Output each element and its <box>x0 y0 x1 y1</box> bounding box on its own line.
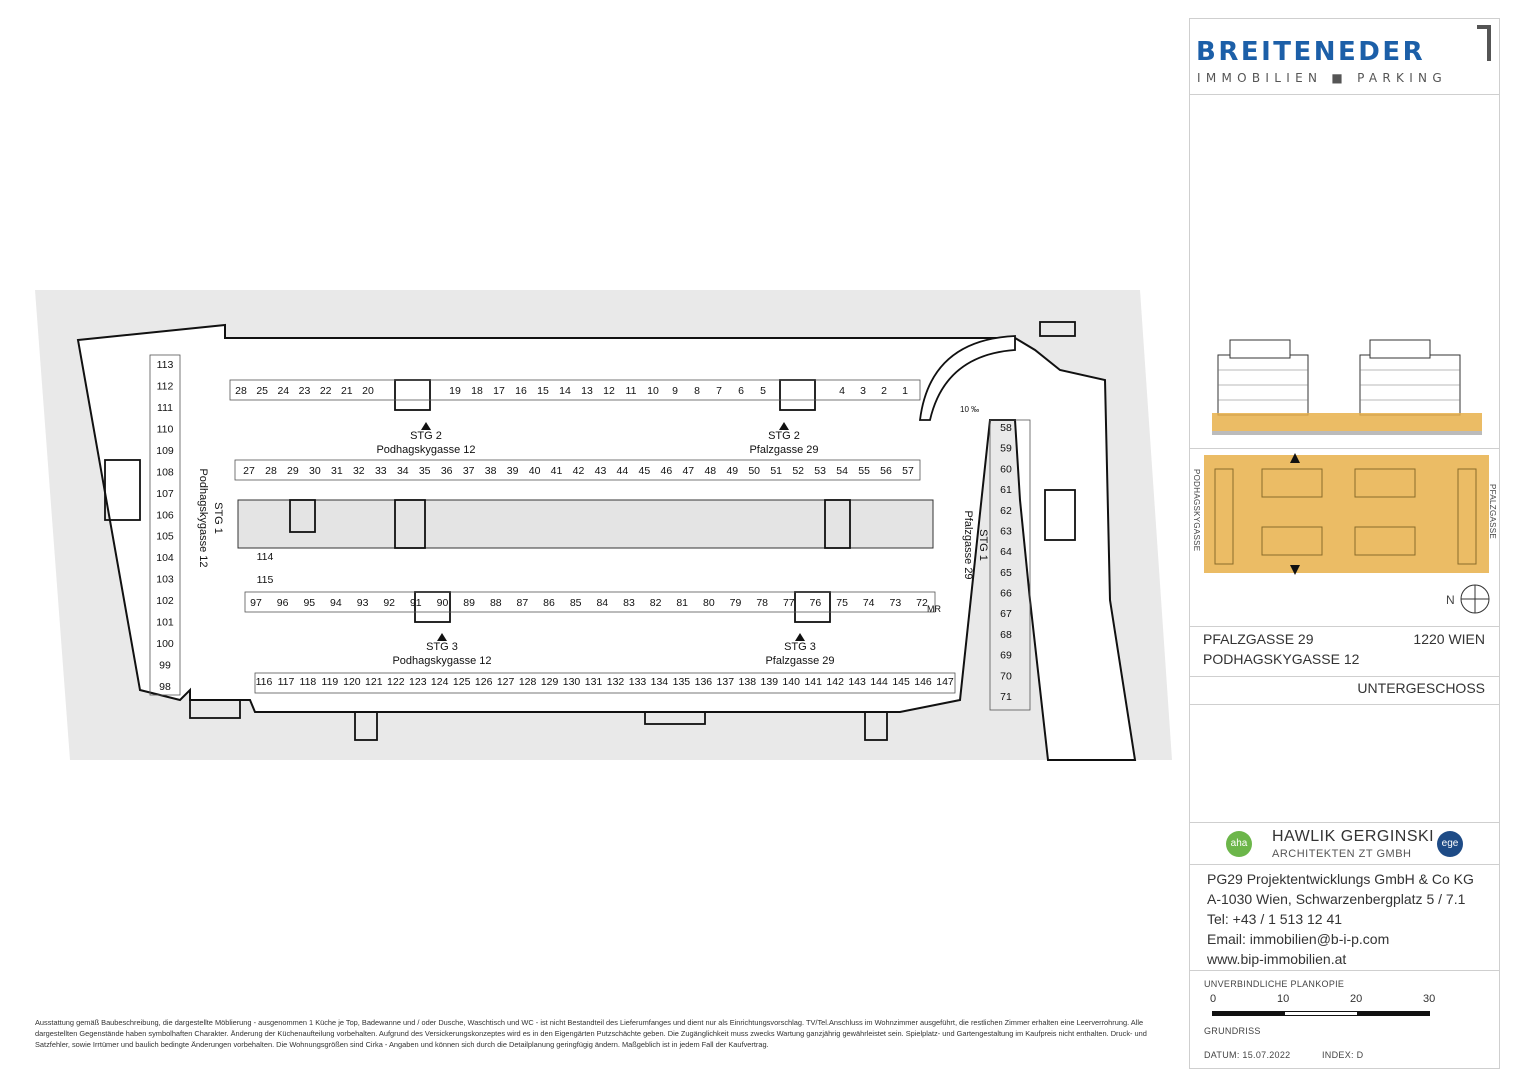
parking-spot-4: 4 <box>839 385 845 397</box>
stg1-left-street: Podhagskygasse 12 <box>197 468 209 568</box>
parking-spot-104: 104 <box>156 552 174 565</box>
parking-spot-49: 49 <box>726 465 739 477</box>
parking-spot-90: 90 <box>436 597 449 609</box>
parking-spot-125: 125 <box>452 676 471 688</box>
parking-spot-10: 10 <box>647 385 659 397</box>
parking-spot-99: 99 <box>159 659 171 672</box>
scale-tick-10: 10 <box>1277 993 1290 1005</box>
parking-spot-114: 114 <box>256 551 274 563</box>
elevation-section <box>1190 95 1499 449</box>
parking-spot-127: 127 <box>496 676 515 688</box>
parking-spot-18: 18 <box>471 385 483 397</box>
parking-spot-134: 134 <box>650 676 669 688</box>
parking-spot-120: 120 <box>343 676 361 688</box>
parking-spot-47: 47 <box>682 465 695 477</box>
parking-spot-3: 3 <box>860 385 866 397</box>
parking-spot-43: 43 <box>594 465 607 477</box>
parking-spot-72: 72 <box>916 597 928 609</box>
address-line-1: PFALZGASSE 29 <box>1203 631 1314 647</box>
parking-spot-106: 106 <box>156 509 174 522</box>
parking-spot-14: 14 <box>559 385 571 397</box>
stg3-left-label: STG 3 <box>426 641 458 653</box>
parking-spot-98: 98 <box>159 681 171 693</box>
client-section <box>1190 865 1499 971</box>
parking-spot-58: 58 <box>1000 422 1012 434</box>
parking-spot-93: 93 <box>356 597 369 609</box>
parking-spot-144: 144 <box>870 676 888 688</box>
client-website: www.bip-immobilien.at <box>1207 951 1347 967</box>
parking-spot-11: 11 <box>625 385 637 397</box>
parking-spot-97: 97 <box>250 597 262 609</box>
level-section <box>1190 677 1499 705</box>
stg3-right-label: STG 3 <box>784 641 816 653</box>
parking-spot-105: 105 <box>156 530 174 543</box>
parking-spot-60: 60 <box>1000 463 1012 476</box>
parking-spot-112: 112 <box>156 380 174 393</box>
parking-spot-111: 111 <box>157 401 173 414</box>
parking-spot-70: 70 <box>1000 670 1012 683</box>
parking-spot-113: 113 <box>156 359 174 371</box>
parking-spot-138: 138 <box>738 676 757 688</box>
parking-spot-141: 141 <box>804 676 822 688</box>
parking-spot-142: 142 <box>826 676 844 688</box>
parking-spot-12: 12 <box>603 385 615 397</box>
architect-subtitle: ARCHITEKTEN ZT GMBH <box>1272 848 1412 860</box>
parking-spot-46: 46 <box>660 465 673 477</box>
parking-spot-74: 74 <box>862 597 875 609</box>
unverbindlich-label: UNVERBINDLICHE PLANKOPIE <box>1204 979 1345 989</box>
parking-spot-27: 27 <box>243 465 255 477</box>
parking-spot-34: 34 <box>396 465 409 477</box>
parking-spot-41: 41 <box>550 465 563 477</box>
mr-label: MR <box>927 604 941 614</box>
parking-spot-36: 36 <box>440 465 453 477</box>
parking-spot-116: 116 <box>255 676 273 688</box>
parking-spot-101: 101 <box>156 616 174 629</box>
parking-spot-83: 83 <box>623 597 635 609</box>
client-email: Email: immobilien@b-i-p.com <box>1207 931 1390 947</box>
parking-spot-13: 13 <box>581 385 593 397</box>
parking-spot-6: 6 <box>738 385 744 397</box>
parking-spot-73: 73 <box>889 597 902 609</box>
parking-spot-96: 96 <box>276 597 289 609</box>
parking-spot-147: 147 <box>936 676 954 688</box>
parking-spot-126: 126 <box>474 676 493 688</box>
parking-spot-124: 124 <box>430 676 449 688</box>
stg1-right-label: STG 1 <box>977 529 989 561</box>
stg2-right-street: Pfalzgasse 29 <box>749 444 819 456</box>
parking-spot-52: 52 <box>792 465 805 477</box>
parking-spot-123: 123 <box>409 676 427 688</box>
stg2-right-label: STG 2 <box>768 430 800 442</box>
client-phone: Tel: +43 / 1 513 12 41 <box>1207 911 1343 927</box>
parking-spot-94: 94 <box>330 597 342 609</box>
stg3-right-street: Pfalzgasse 29 <box>765 655 835 667</box>
site-left-label: PODHAGSKYGASSE <box>1192 469 1201 552</box>
parking-spot-108: 108 <box>156 466 174 479</box>
parking-spot-55: 55 <box>858 465 870 477</box>
parking-spot-51: 51 <box>770 465 783 477</box>
parking-spot-28: 28 <box>235 385 247 397</box>
parking-spot-67: 67 <box>1000 608 1012 621</box>
scale-section <box>1190 971 1499 1070</box>
parking-spot-143: 143 <box>848 676 866 688</box>
parking-spot-137: 137 <box>716 676 735 688</box>
parking-spot-22: 22 <box>319 385 332 397</box>
parking-spot-81: 81 <box>676 597 689 609</box>
parking-spot-24: 24 <box>277 385 290 397</box>
parking-spot-33: 33 <box>374 465 387 477</box>
parking-spot-102: 102 <box>156 595 174 608</box>
blank-section <box>1190 705 1499 823</box>
parking-spot-54: 54 <box>836 465 848 477</box>
parking-spot-31: 31 <box>331 465 343 477</box>
stg1-left-label: STG 1 <box>212 502 224 534</box>
parking-spot-115: 115 <box>256 574 274 586</box>
parking-spot-79: 79 <box>729 597 742 609</box>
stg3-left-street: Podhagskygasse 12 <box>392 655 492 667</box>
parking-spot-66: 66 <box>1000 587 1012 600</box>
parking-spot-9: 9 <box>672 385 678 397</box>
datum-label: DATUM: 15.07.2022 <box>1204 1050 1291 1060</box>
scale-tick-0: 0 <box>1210 993 1217 1005</box>
parking-spot-38: 38 <box>484 465 497 477</box>
parking-spot-39: 39 <box>506 465 519 477</box>
parking-spot-77: 77 <box>782 597 795 609</box>
parking-spot-19: 19 <box>449 385 461 397</box>
parking-spot-100: 100 <box>156 638 174 651</box>
parking-spot-7: 7 <box>716 385 722 397</box>
parking-spot-23: 23 <box>298 385 311 397</box>
parking-spot-17: 17 <box>493 385 505 397</box>
parking-spot-71: 71 <box>1000 691 1012 703</box>
parking-spot-45: 45 <box>638 465 651 477</box>
parking-spot-62: 62 <box>1000 504 1012 517</box>
parking-spot-145: 145 <box>892 676 910 688</box>
parking-spot-136: 136 <box>694 676 713 688</box>
city: 1220 WIEN <box>1413 631 1485 647</box>
logo-subtitle: IMMOBILIEN ■ PARKING <box>1197 71 1447 85</box>
architect-section <box>1190 823 1499 865</box>
parking-spot-44: 44 <box>616 465 629 477</box>
address-line-2: PODHAGSKYGASSE 12 <box>1203 651 1360 667</box>
client-address: A-1030 Wien, Schwarzenbergplatz 5 / 7.1 <box>1207 891 1466 907</box>
parking-spot-121: 121 <box>365 676 383 688</box>
parking-spot-80: 80 <box>703 597 715 609</box>
parking-spot-2: 2 <box>881 385 887 397</box>
parking-spot-20: 20 <box>362 385 374 397</box>
parking-spot-25: 25 <box>256 385 269 397</box>
parking-spot-40: 40 <box>528 465 541 477</box>
parking-spot-37: 37 <box>462 465 475 477</box>
stg2-left-label: STG 2 <box>410 430 442 442</box>
parking-spot-57: 57 <box>902 465 914 477</box>
parking-spot-56: 56 <box>880 465 892 477</box>
parking-spot-29: 29 <box>287 465 299 477</box>
grundriss-label: GRUNDRISS <box>1204 1026 1261 1036</box>
parking-spot-30: 30 <box>309 465 321 477</box>
parking-spot-92: 92 <box>383 597 396 609</box>
parking-spot-64: 64 <box>1000 546 1012 559</box>
parking-spot-110: 110 <box>156 423 174 436</box>
parking-spot-15: 15 <box>537 385 549 397</box>
parking-spot-135: 135 <box>672 676 691 688</box>
parking-spot-61: 61 <box>1000 484 1012 497</box>
parking-spot-117: 117 <box>277 676 295 688</box>
parking-spot-35: 35 <box>418 465 431 477</box>
parking-spot-118: 118 <box>299 676 317 688</box>
logo-corner-mark <box>1477 25 1491 61</box>
parking-spot-86: 86 <box>543 597 555 609</box>
parking-spot-59: 59 <box>1000 442 1012 455</box>
scale-tick-20: 20 <box>1350 993 1363 1005</box>
stg2-left-street: Podhagskygasse 12 <box>376 444 476 456</box>
scale-tick-30: 30 <box>1423 993 1436 1005</box>
level-label: UNTERGESCHOSS <box>1357 680 1485 696</box>
index-label: INDEX: D <box>1322 1050 1364 1060</box>
parking-spot-91: 91 <box>409 597 422 609</box>
site-right-label: PFALZGASSE <box>1488 484 1497 540</box>
parking-spot-131: 131 <box>584 676 603 688</box>
parking-spot-78: 78 <box>756 597 769 609</box>
parking-spot-16: 16 <box>515 385 527 397</box>
parking-spot-132: 132 <box>606 676 625 688</box>
architect-name: HAWLIK GERGINSKI <box>1272 828 1435 845</box>
logo-section <box>1190 19 1499 95</box>
parking-spot-76: 76 <box>809 597 822 609</box>
parking-spot-84: 84 <box>596 597 609 609</box>
address-section <box>1190 627 1499 677</box>
parking-spot-95: 95 <box>303 597 316 609</box>
parking-spot-69: 69 <box>1000 649 1012 662</box>
site-plan-section <box>1190 449 1499 627</box>
breiteneder-logo: BREITENEDER <box>1196 37 1426 67</box>
parking-spot-140: 140 <box>782 676 800 688</box>
parking-spot-28: 28 <box>265 465 277 477</box>
parking-spot-1: 1 <box>902 385 908 397</box>
title-block <box>1189 18 1500 1069</box>
parking-spot-65: 65 <box>1000 566 1012 579</box>
parking-spot-107: 107 <box>156 487 174 500</box>
parking-spot-68: 68 <box>1000 628 1012 641</box>
parking-spot-53: 53 <box>814 465 826 477</box>
parking-spot-119: 119 <box>321 676 339 688</box>
parking-spot-128: 128 <box>518 676 537 688</box>
aha-logo: aha <box>1226 831 1252 857</box>
elevation-drawing <box>1190 95 1499 449</box>
parking-spot-42: 42 <box>572 465 585 477</box>
ege-logo: ege <box>1437 831 1463 857</box>
parking-spot-109: 109 <box>156 444 174 457</box>
disclaimer-text: Ausstattung gemäß Baubeschreibung, die dargestellte Möblierung - ausgenommen 1 Küche je Top, Badewanne und / oder Dusche, Waschtisch und WC - ist nicht Bestandteil des Lieferumfanges und dient nur als Einrichtungsvorschlag. TV/Tel.Anschluss im Wohnzimmer ausgeführt, die restlichen Zimmer erhalten eine Leerverrohrung. Alle dargestellten Gegenstände haben symbolhaften Charakter. Änderung der Küchenaufteilung vorbehalten. Aufgrund des Versickerungskonzeptes wird es in den Eigengärten Putzschächte geben. Die Zugänglichkeit muss zwecks Wartung ganzjährig gewährleistet sein. Spielplatz- und Gartengestaltung im Kaufpreis nicht enthalten. Druck- und Satzfehler, sowie Irrtümer und baulich bedingte Änderungen vorbehalten. Die Wohnungsgrößen sind Cirka - Angaben und können sich durch die Detailplanung geringfügig ändern. Maßgeblich ist in jedem Fall der Kaufvertrag. <box>35 1018 1147 1049</box>
parking-spot-21: 21 <box>340 385 353 397</box>
parking-spot-103: 103 <box>156 573 174 586</box>
parking-spot-129: 129 <box>540 676 559 688</box>
parking-spot-82: 82 <box>649 597 662 609</box>
parking-spot-122: 122 <box>387 676 405 688</box>
ramp-label: 10 ‰ <box>960 405 980 414</box>
parking-spot-8: 8 <box>694 385 700 397</box>
parking-spot-75: 75 <box>836 597 848 609</box>
parking-spot-48: 48 <box>704 465 717 477</box>
parking-spot-32: 32 <box>352 465 365 477</box>
parking-spot-88: 88 <box>489 597 502 609</box>
scale-bar <box>1212 1011 1430 1016</box>
parking-spot-87: 87 <box>516 597 529 609</box>
parking-spot-89: 89 <box>463 597 475 609</box>
parking-spot-50: 50 <box>748 465 761 477</box>
parking-spot-85: 85 <box>569 597 582 609</box>
parking-spot-146: 146 <box>914 676 932 688</box>
parking-spot-130: 130 <box>562 676 581 688</box>
parking-spot-139: 139 <box>760 676 779 688</box>
stg1-right-street: Pfalzgasse 29 <box>962 510 974 580</box>
north-label: N <box>1446 593 1455 607</box>
parking-spot-133: 133 <box>628 676 647 688</box>
parking-spot-5: 5 <box>760 385 766 397</box>
client-name: PG29 Projektentwicklungs GmbH & Co KG <box>1207 871 1474 887</box>
parking-spot-63: 63 <box>1000 525 1012 538</box>
